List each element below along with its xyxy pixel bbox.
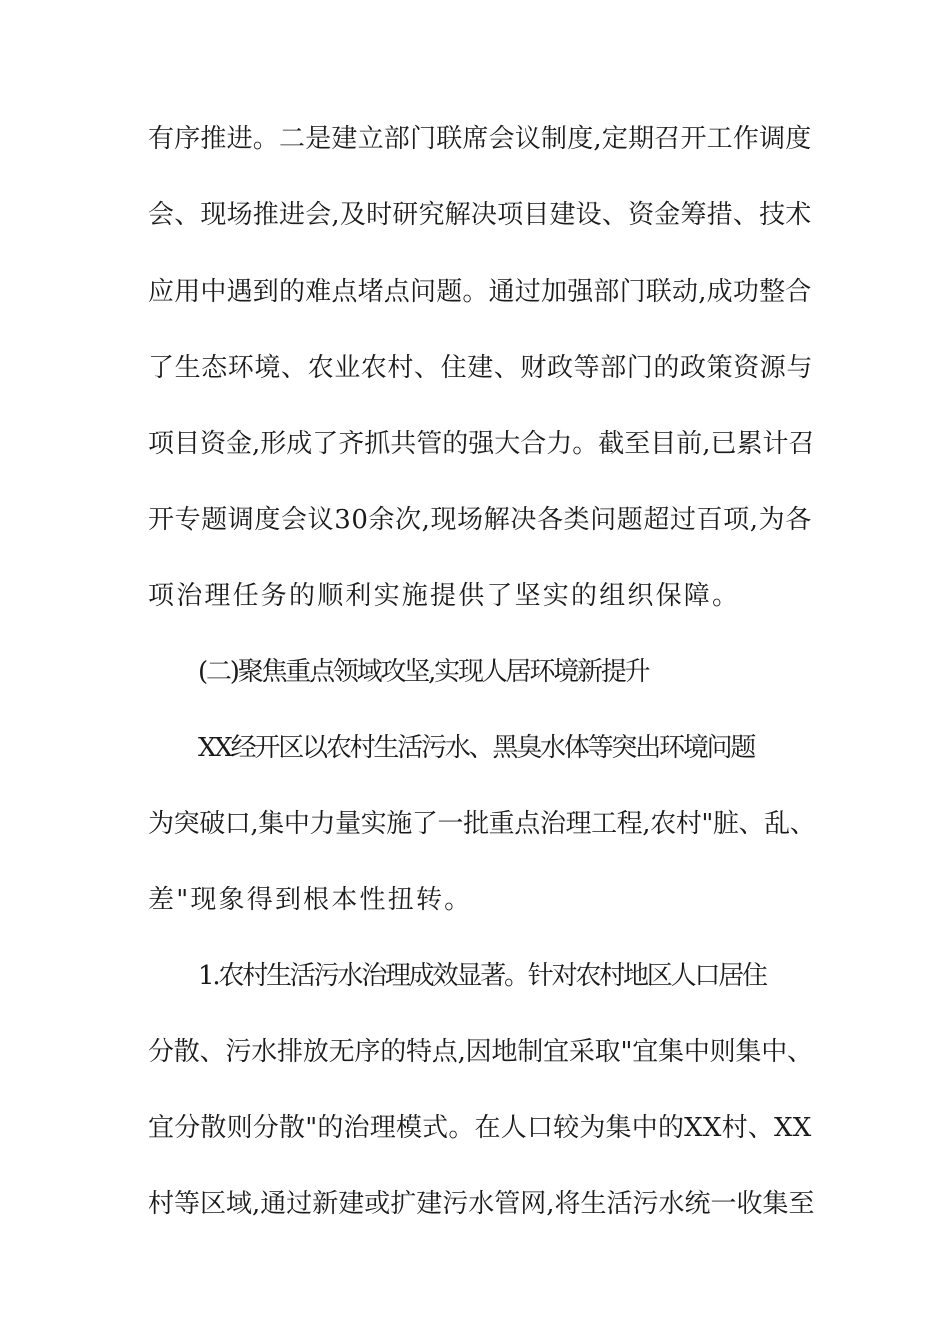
paragraph-line: 宜分散则分散"的治理模式。在人口较为集中的XX村、XX bbox=[148, 1113, 812, 1143]
paragraph-line: 了生态环境、农业农村、住建、财政等部门的政策资源与 bbox=[148, 353, 814, 383]
paragraph-line: 1.农村生活污水治理成效显著。针对农村地区人口居住 bbox=[198, 961, 766, 991]
section-heading: (二)聚焦重点领域攻坚,实现人居环境新提升 bbox=[198, 657, 649, 687]
paragraph-line: XX经开区以农村生活污水、黑臭水体等突出环境问题 bbox=[198, 733, 755, 763]
paragraph-line: 开专题调度会议30余次,现场解决各类问题超过百项,为各 bbox=[148, 505, 812, 535]
paragraph-line: 为突破口,集中力量实施了一批重点治理工程,农村"脏、乱、 bbox=[148, 809, 816, 839]
paragraph-line: 分散、污水排放无序的特点,因地制宜采取"宜集中则集中、 bbox=[148, 1037, 813, 1067]
paragraph-line: 有序推进。二是建立部门联席会议制度,定期召开工作调度 bbox=[148, 124, 812, 154]
paragraph-line: 村等区域,通过新建或扩建污水管网,将生活污水统一收集至 bbox=[148, 1189, 815, 1219]
paragraph-line: 项治理任务的顺利实施提供了坚实的组织保障。 bbox=[148, 581, 741, 611]
paragraph-line: 应用中遇到的难点堵点问题。通过加强部门联动,成功整合 bbox=[148, 277, 812, 307]
paragraph-line: 会、现场推进会,及时研究解决项目建设、资金筹措、技术 bbox=[148, 200, 812, 230]
paragraph-line: 差"现象得到根本性扭转。 bbox=[148, 885, 473, 915]
paragraph-line: 项目资金,形成了齐抓共管的强大合力。截至目前,已累计召 bbox=[148, 429, 815, 459]
